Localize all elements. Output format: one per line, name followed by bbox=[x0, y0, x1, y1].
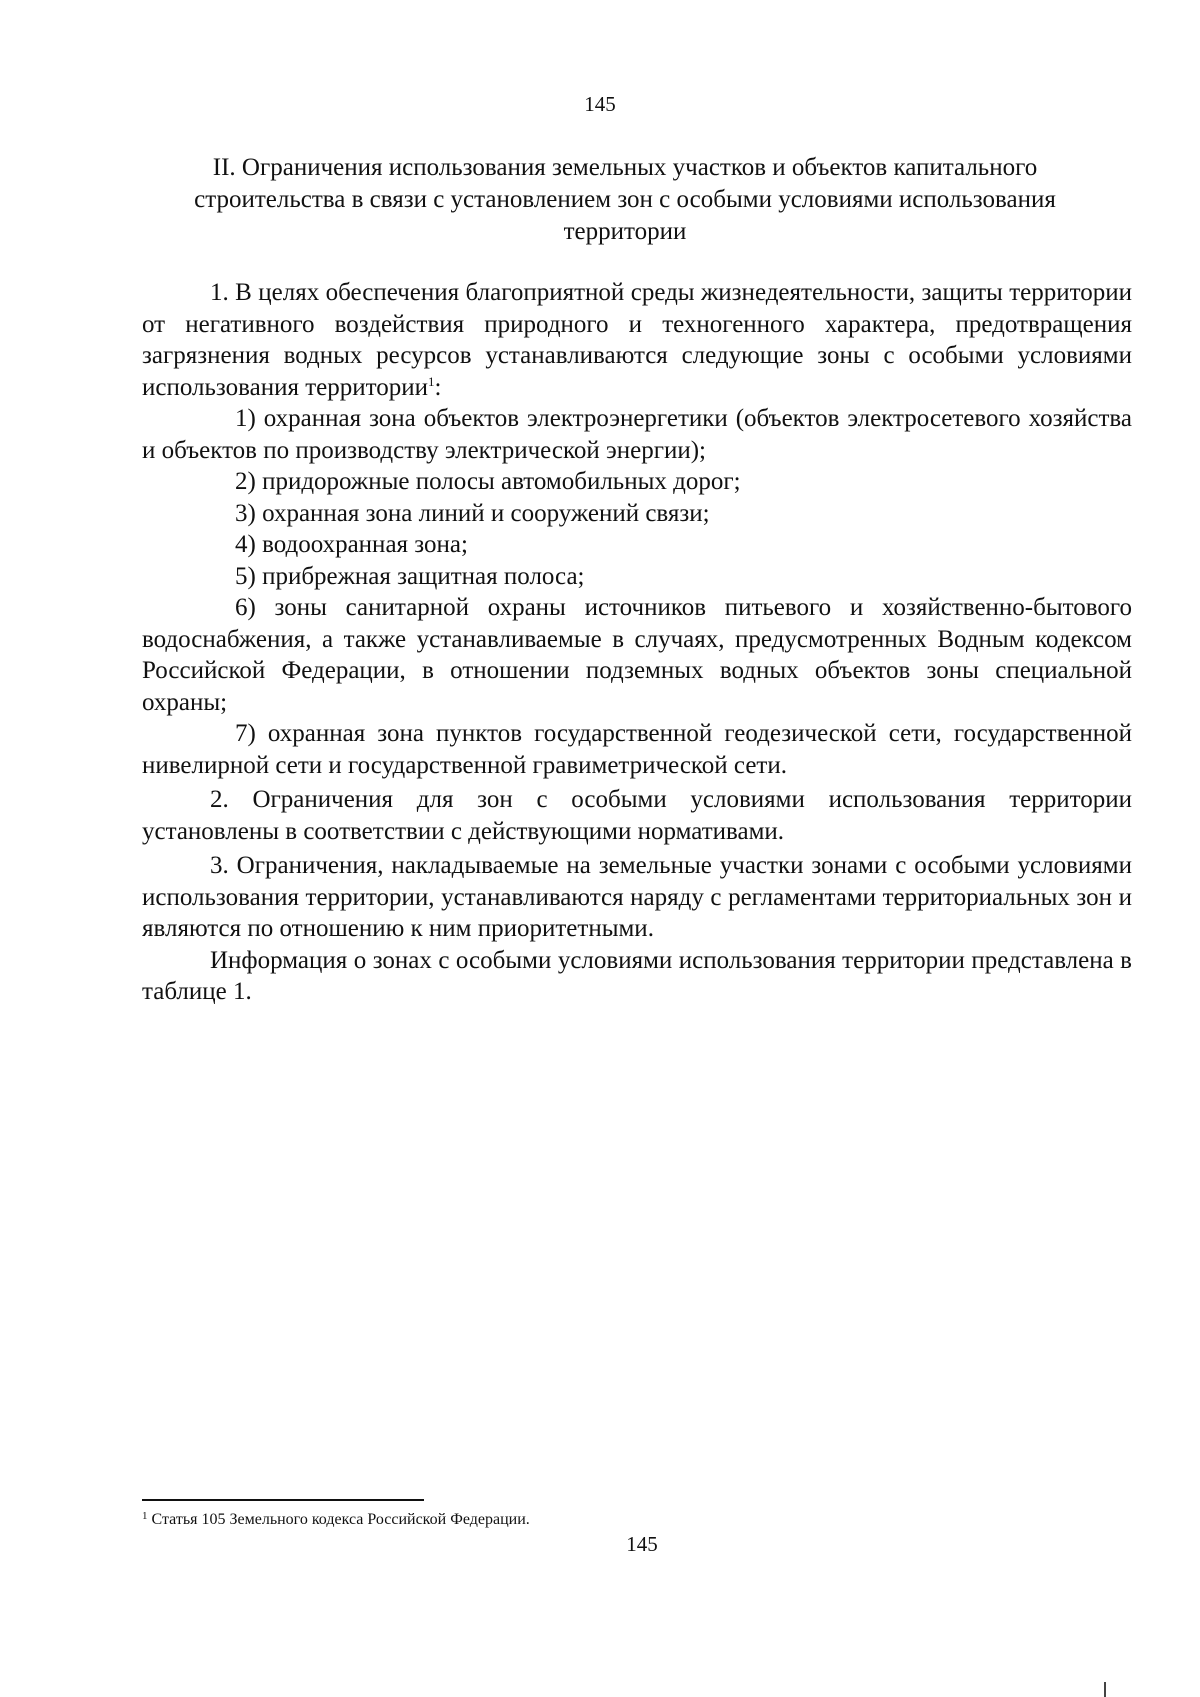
section-heading: II. Ограничения использования земельных участков и объектов капитального строительства в связи с установлением зон с особыми условиями использования территории bbox=[194, 154, 1056, 245]
zone-list-item: 5) прибрежная защитная полоса; bbox=[235, 562, 585, 590]
footnote bbox=[142, 1510, 1042, 1530]
scan-artifact-mark bbox=[1104, 1682, 1106, 1697]
footnote-reference[interactable]: 1 bbox=[427, 373, 435, 389]
zone-list-item: 2) придорожные полосы автомобильных дорог; bbox=[235, 468, 741, 495]
intro-paragraph-text: 1. В целях обеспечения благоприятной среды жизнедеятельности, защиты территории от негативного воздействия природного и техногенного характера, предотвращения загрязнения водных ресурсов устанавливаются следующие зоны с особыми условиями использования территории bbox=[142, 279, 1132, 401]
zone-list-item: 4) водоохранная зона; bbox=[235, 531, 468, 558]
page-number-top: 145 bbox=[584, 92, 616, 116]
table-reference-paragraph: Информация о зонах с особыми условиями использования территории представлена в таблице 1. bbox=[142, 946, 1132, 1005]
footnote-text: Статья 105 Земельного кодекса Российской Федерации. bbox=[151, 1511, 530, 1528]
footnote-separator bbox=[142, 1499, 424, 1501]
intro-paragraph-tail: : bbox=[434, 373, 442, 401]
intro-paragraph bbox=[142, 277, 1132, 403]
document-body bbox=[142, 277, 1132, 1008]
paragraph-3: 3. Ограничения, накладываемые на земельные участки зонами с особыми условиями использования территории, устанавливаются наряду с регламентами территориальных зон и являются по отношению к ним приоритетными. bbox=[142, 852, 1132, 942]
page-number-bottom: 145 bbox=[626, 1532, 658, 1556]
zone-list-item: 1) охранная зона объектов электроэнергетики (объектов электросетевого хозяйства и объектов по производству электрической энергии); bbox=[142, 405, 1132, 464]
zone-list-item: 6) зоны санитарной охраны источников питьевого и хозяйственно-бытового водоснабжения, а также устанавливаемые в случаях, предусмотренных Водным кодексом Российской Федерации, в отношении подземных водных объектов зоны специальной охраны; bbox=[142, 594, 1132, 716]
paragraph-2: 2. Ограничения для зон с особыми условиями использования территории установлены в соответствии с действующими нормативами. bbox=[142, 786, 1132, 845]
footnote-marker: 1 bbox=[142, 1510, 148, 1522]
zone-list-item: 7) охранная зона пунктов государственной геодезической сети, государственной нивелирной сети и государственной гравиметрической сети. bbox=[142, 720, 1132, 779]
zone-list-item: 3) охранная зона линий и сооружений связи; bbox=[235, 499, 710, 527]
